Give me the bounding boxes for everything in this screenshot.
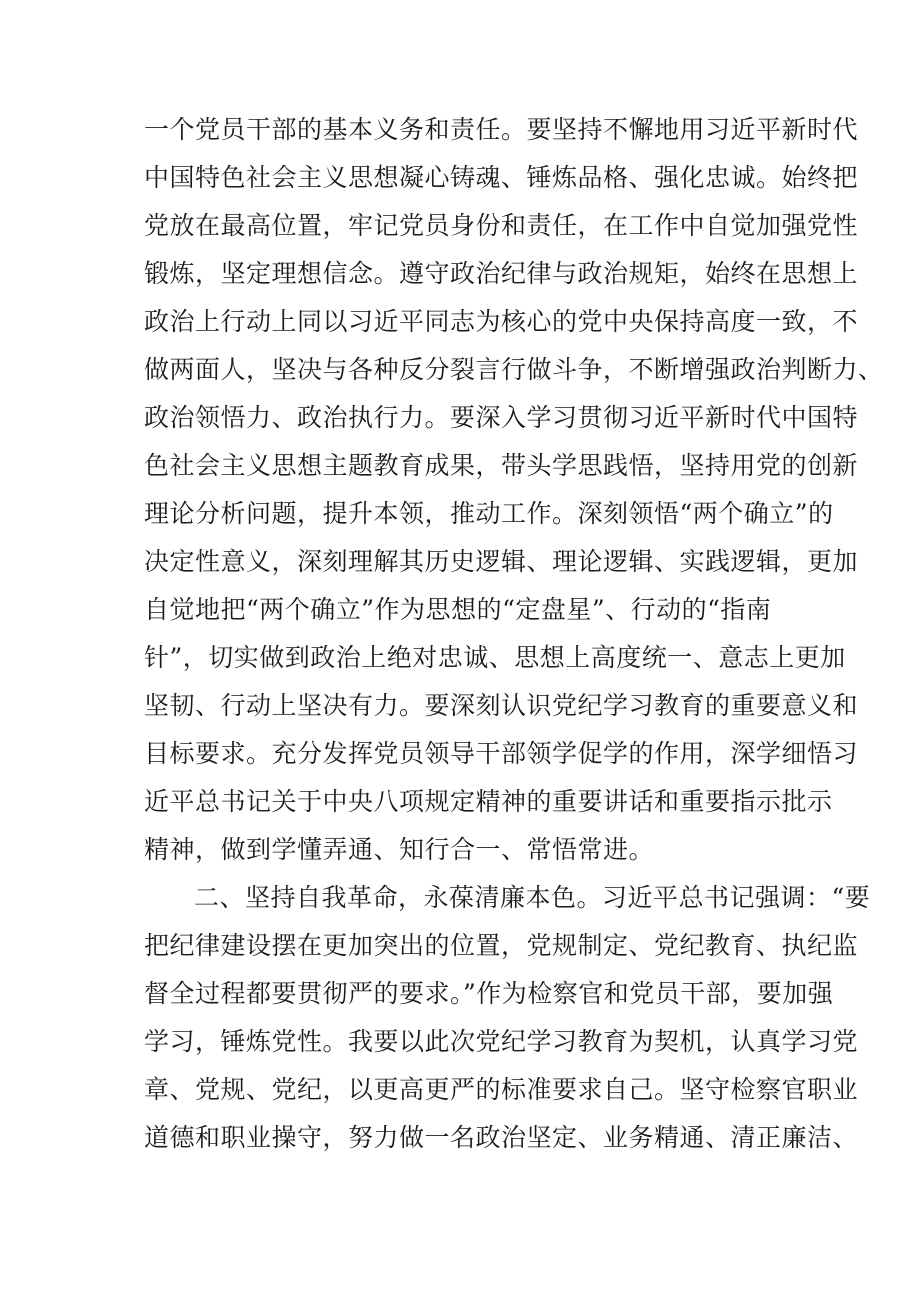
text-line: 政治上行动上同以习近平同志为核心的党中央保持高度一致，不 bbox=[144, 307, 859, 336]
text-line: 一个党员干部的基本义务和责任。要坚持不懈地用习近平新时代 bbox=[144, 115, 859, 144]
text-line: 党放在最高位置，牢记党员身份和责任，在工作中自觉加强党性 bbox=[144, 211, 859, 240]
body-text bbox=[144, 106, 884, 1162]
text-line: 锻炼，坚定理想信念。遵守政治纪律与政治规矩，始终在思想上 bbox=[144, 259, 859, 288]
text-line: 督全过程都要贯彻严的要求。”作为检察官和党员干部，要加强 bbox=[144, 979, 834, 1008]
text-line: 理论分析问题，提升本领，推动工作。深刻领悟“两个确立”的 bbox=[144, 499, 834, 528]
text-line: 自觉地把“两个确立”作为思想的“定盘星”、行动的“指南 bbox=[144, 595, 772, 624]
text-line: 近平总书记关于中央八项规定精神的重要讲话和重要指示批示 bbox=[144, 787, 833, 816]
text-line: 针”，切实做到政治上绝对忠诚、思想上高度统一、意志上更加 bbox=[144, 643, 846, 672]
text-line: 中国特色社会主义思想凝心铸魂、锤炼品格、强化忠诚。始终把 bbox=[144, 163, 859, 192]
text-line: 学习，锤炼党性。我要以此次党纪学习教育为契机，认真学习党 bbox=[144, 1027, 859, 1056]
text-line: 章、党规、党纪，以更高更严的标准要求自己。坚守检察官职业 bbox=[144, 1075, 859, 1104]
text-line: 决定性意义，深刻理解其历史逻辑、理论逻辑、实践逻辑，更加 bbox=[144, 547, 859, 576]
text-line: 把纪律建设摆在更加突出的位置，党规制定、党纪教育、执纪监 bbox=[144, 931, 859, 960]
text-line: 目标要求。充分发挥党员领导干部领学促学的作用，深学细悟习 bbox=[144, 739, 859, 768]
text-line: 做两面人，坚决与各种反分裂言行做斗争，不断增强政治判断力、 bbox=[144, 355, 884, 384]
text-line: 道德和职业操守，努力做一名政治坚定、业务精通、清正廉洁、 bbox=[144, 1123, 859, 1152]
text-line: 色社会主义思想主题教育成果，带头学思践悟，坚持用党的创新 bbox=[144, 451, 859, 480]
section-heading-line: 二、坚持自我革命，永葆清廉本色。习近平总书记强调：“要 bbox=[194, 883, 871, 912]
text-line: 坚韧、行动上坚决有力。要深刻认识党纪学习教育的重要意义和 bbox=[144, 691, 859, 720]
text-line: 政治领悟力、政治执行力。要深入学习贯彻习近平新时代中国特 bbox=[144, 403, 859, 432]
text-line: 精神，做到学懂弄通、知行合一、常悟常进。 bbox=[144, 835, 655, 864]
